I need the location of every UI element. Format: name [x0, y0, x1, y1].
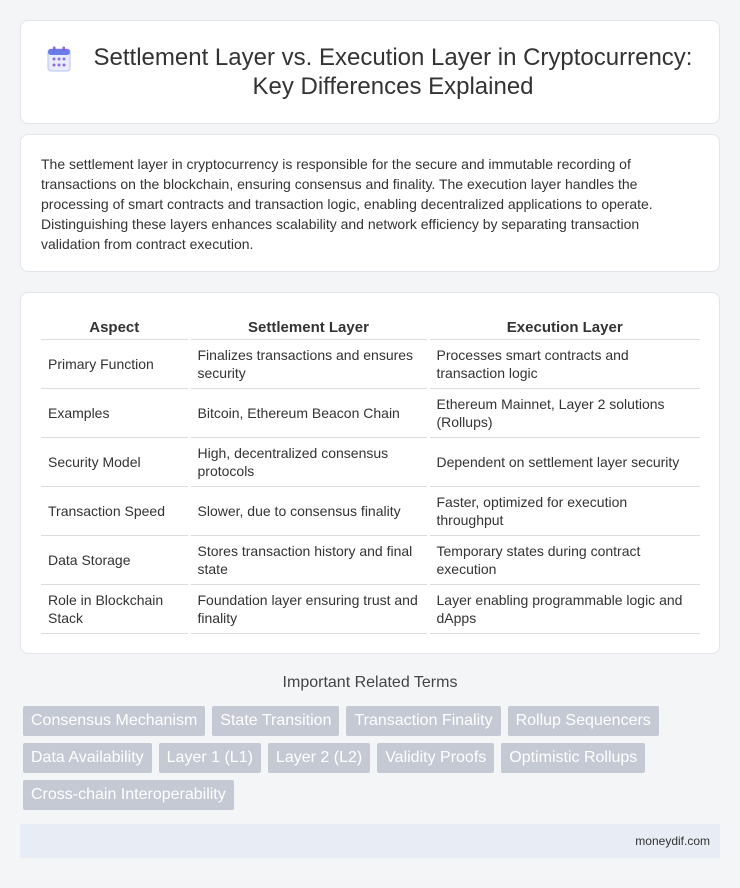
aspect-cell: Examples	[41, 388, 189, 437]
table-row	[41, 584, 700, 633]
aspect-cell: Transaction Speed	[41, 486, 189, 535]
tag-state-transition[interactable]: State Transition	[212, 706, 339, 736]
tag-consensus-mechanism[interactable]: Consensus Mechanism	[23, 706, 205, 736]
related-terms-title: Important Related Terms	[282, 674, 458, 691]
footer	[20, 824, 720, 858]
tag-cross-chain-interoperability[interactable]: Cross-chain Interoperability	[23, 780, 234, 810]
settlement-cell: High, decentralized consensus protocols	[189, 437, 428, 486]
calendar-icon	[47, 46, 71, 72]
tag-transaction-finality[interactable]: Transaction Finality	[346, 706, 500, 736]
execution-cell: Processes smart contracts and transaction logic	[428, 339, 700, 388]
settlement-cell: Bitcoin, Ethereum Beacon Chain	[189, 388, 428, 437]
tag-layer-2[interactable]: Layer 2 (L2)	[268, 743, 370, 773]
execution-cell: Ethereum Mainnet, Layer 2 solutions (Rollups)	[428, 388, 700, 437]
tag-validity-proofs[interactable]: Validity Proofs	[377, 743, 494, 773]
settlement-cell: Foundation layer ensuring trust and finality	[189, 584, 428, 633]
settlement-cell: Finalizes transactions and ensures security	[189, 339, 428, 388]
page-title: Settlement Layer vs. Execution Layer in Cryptocurrency: Key Differences Explained	[93, 44, 693, 100]
intro-card	[20, 134, 720, 272]
header-execution-layer: Execution Layer	[428, 313, 700, 339]
execution-cell: Layer enabling programmable logic and dApps	[428, 584, 700, 633]
table-row	[41, 339, 700, 388]
aspect-cell: Primary Function	[41, 339, 189, 388]
settlement-cell: Stores transaction history and final state	[189, 535, 428, 584]
aspect-cell: Data Storage	[41, 535, 189, 584]
header-settlement-layer: Settlement Layer	[189, 313, 428, 339]
intro-paragraph: The settlement layer in cryptocurrency is responsible for the secure and immutable recording of transactions on the blockchain, ensuring consensus and finality. The execution layer handles the processing of smart contracts and transaction logic, enabling decentralized applications to operate. Distinguishing these layers enhances scalability and network efficiency by separating transaction validation from contract execution.	[41, 156, 653, 252]
execution-cell: Temporary states during contract execution	[428, 535, 700, 584]
tag-layer-1[interactable]: Layer 1 (L1)	[159, 743, 261, 773]
table-header-row	[41, 313, 700, 339]
comparison-table	[41, 313, 700, 634]
header-aspect: Aspect	[41, 313, 189, 339]
related-terms-list	[23, 706, 723, 817]
settlement-cell: Slower, due to consensus finality	[189, 486, 428, 535]
header-card	[20, 20, 720, 124]
execution-cell: Faster, optimized for execution throughput	[428, 486, 700, 535]
table-row	[41, 486, 700, 535]
tag-data-availability[interactable]: Data Availability	[23, 743, 152, 773]
footer-site-link[interactable]: moneydif.com	[635, 834, 710, 848]
table-row	[41, 437, 700, 486]
execution-cell: Dependent on settlement layer security	[428, 437, 700, 486]
table-row	[41, 535, 700, 584]
comparison-card	[20, 292, 720, 654]
tag-rollup-sequencers[interactable]: Rollup Sequencers	[508, 706, 659, 736]
aspect-cell: Role in Blockchain Stack	[41, 584, 189, 633]
tag-optimistic-rollups[interactable]: Optimistic Rollups	[501, 743, 645, 773]
aspect-cell: Security Model	[41, 437, 189, 486]
table-row	[41, 388, 700, 437]
